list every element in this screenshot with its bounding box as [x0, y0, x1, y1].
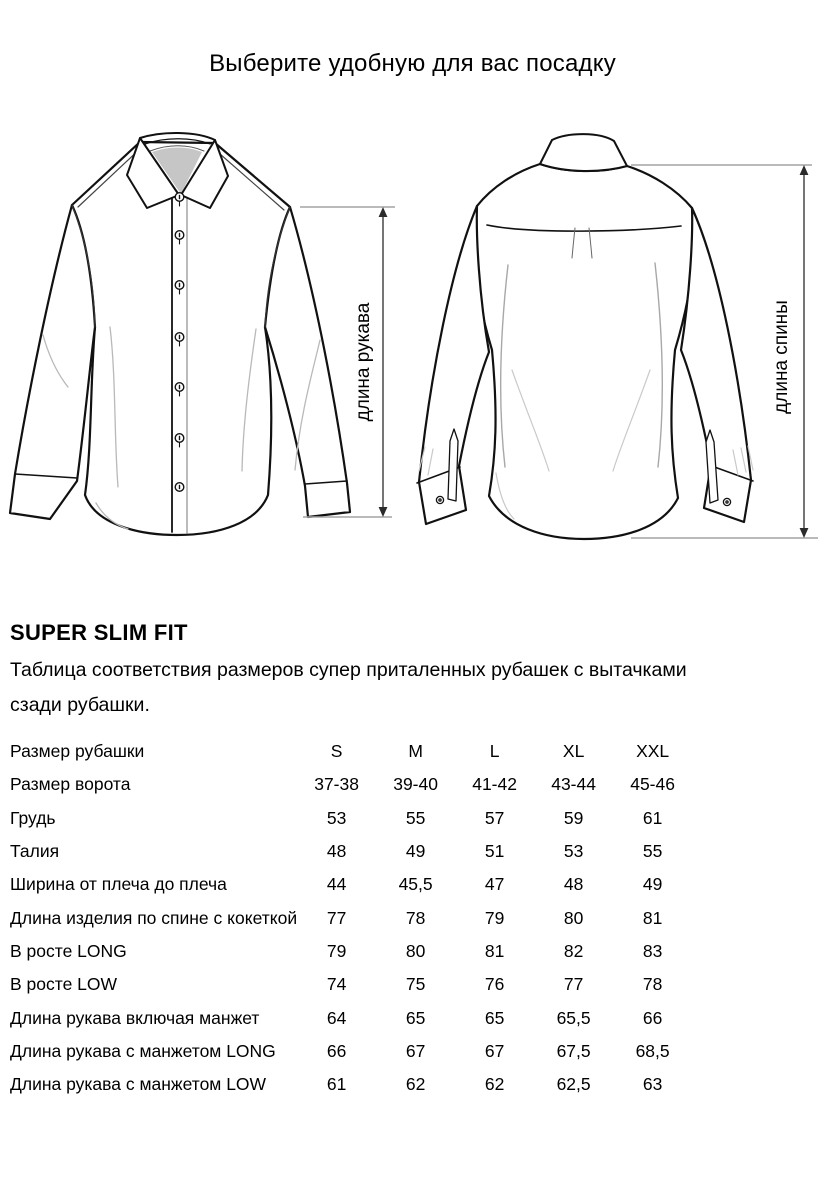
- row-label: Длина рукава с манжетом LOW: [10, 1074, 267, 1095]
- size-value: 66: [642, 1007, 663, 1028]
- size-value: 80: [563, 907, 584, 928]
- size-value: 51: [484, 841, 505, 862]
- row-label: Размер рубашки: [10, 741, 145, 762]
- size-value: 39-40: [393, 774, 438, 795]
- row-label: Длина рукава включая манжет: [10, 1007, 260, 1028]
- size-value: 81: [484, 940, 505, 961]
- size-value: 68,5: [635, 1040, 670, 1061]
- row-label: Ширина от плеча до плеча: [10, 874, 227, 895]
- table-row: [10, 935, 692, 968]
- fit-description-line2: сзади рубашки.: [10, 694, 150, 716]
- size-value: 45-46: [630, 774, 675, 795]
- size-value: 61: [326, 1074, 347, 1095]
- size-value: 67: [484, 1040, 505, 1061]
- size-value: 78: [642, 974, 663, 995]
- row-label: Длина рукава с манжетом LONG: [10, 1040, 276, 1061]
- table-row: [10, 968, 692, 1001]
- size-value: S: [330, 741, 343, 762]
- size-value: 45,5: [398, 874, 433, 895]
- size-value: 67,5: [556, 1040, 591, 1061]
- size-value: 53: [326, 807, 347, 828]
- size-value: 74: [326, 974, 347, 995]
- size-value: 65: [405, 1007, 426, 1028]
- front-shirt-drawing: [10, 133, 350, 535]
- size-value: 75: [405, 974, 426, 995]
- size-value: 81: [642, 907, 663, 928]
- size-value: 78: [405, 907, 426, 928]
- table-row: [10, 868, 692, 901]
- size-value: 47: [484, 874, 505, 895]
- size-value: 77: [326, 907, 347, 928]
- size-value: 48: [563, 874, 584, 895]
- table-row: [10, 1068, 692, 1101]
- sleeve-length-label: длина рукава: [353, 302, 374, 422]
- size-value: XXL: [636, 741, 670, 762]
- size-value: 59: [563, 807, 584, 828]
- shirt-diagram: [0, 115, 825, 575]
- size-value: 67: [405, 1040, 426, 1061]
- size-value: M: [408, 741, 423, 762]
- size-value: 79: [326, 940, 347, 961]
- row-label: Размер ворота: [10, 774, 131, 795]
- size-value: XL: [562, 741, 585, 762]
- size-value: 64: [326, 1007, 347, 1028]
- fit-description: [10, 653, 805, 723]
- size-value: 61: [642, 807, 663, 828]
- row-label: В росте LOW: [10, 974, 118, 995]
- size-value: 83: [642, 940, 663, 961]
- size-table: [10, 735, 692, 1101]
- size-value: 55: [642, 841, 663, 862]
- size-value: 82: [563, 940, 584, 961]
- size-value: 65,5: [556, 1007, 591, 1028]
- size-value: 55: [405, 807, 426, 828]
- back-shirt-drawing: [417, 134, 753, 539]
- size-value: 80: [405, 940, 426, 961]
- size-value: 44: [326, 874, 347, 895]
- row-label: Талия: [10, 841, 60, 862]
- size-value: 41-42: [472, 774, 517, 795]
- table-row: [10, 1035, 692, 1068]
- page-title: Выберите удобную для вас посадку: [209, 50, 616, 77]
- size-value: 53: [563, 841, 584, 862]
- size-value: 79: [484, 907, 505, 928]
- size-value: 66: [326, 1040, 347, 1061]
- table-row: [10, 1001, 692, 1034]
- table-row: [10, 835, 692, 868]
- table-row: [10, 768, 692, 801]
- size-value: 63: [642, 1074, 663, 1095]
- size-value: 48: [326, 841, 347, 862]
- size-value: 62: [405, 1074, 426, 1095]
- size-value: 37-38: [314, 774, 359, 795]
- size-value: 62: [484, 1074, 505, 1095]
- size-value: 62,5: [556, 1074, 591, 1095]
- size-value: L: [489, 741, 500, 762]
- shirt-diagram-svg: [0, 115, 825, 575]
- row-label: Грудь: [10, 807, 56, 828]
- size-value: 57: [484, 807, 505, 828]
- fit-heading: SUPER SLIM FIT: [10, 620, 188, 645]
- row-label: В росте LONG: [10, 940, 127, 961]
- size-value: 43-44: [551, 774, 596, 795]
- table-row: [10, 901, 692, 934]
- size-value: 76: [484, 974, 505, 995]
- fit-description-line1: Таблица соответствия размеров супер приталенных рубашек с вытачками: [10, 659, 687, 681]
- size-value: 49: [642, 874, 663, 895]
- row-label: Длина изделия по спине с кокеткой: [10, 907, 298, 928]
- table-row: [10, 802, 692, 835]
- size-value: 65: [484, 1007, 505, 1028]
- back-length-label: длина спины: [771, 300, 792, 414]
- size-value: 77: [563, 974, 584, 995]
- table-row: [10, 735, 692, 768]
- size-value: 49: [405, 841, 426, 862]
